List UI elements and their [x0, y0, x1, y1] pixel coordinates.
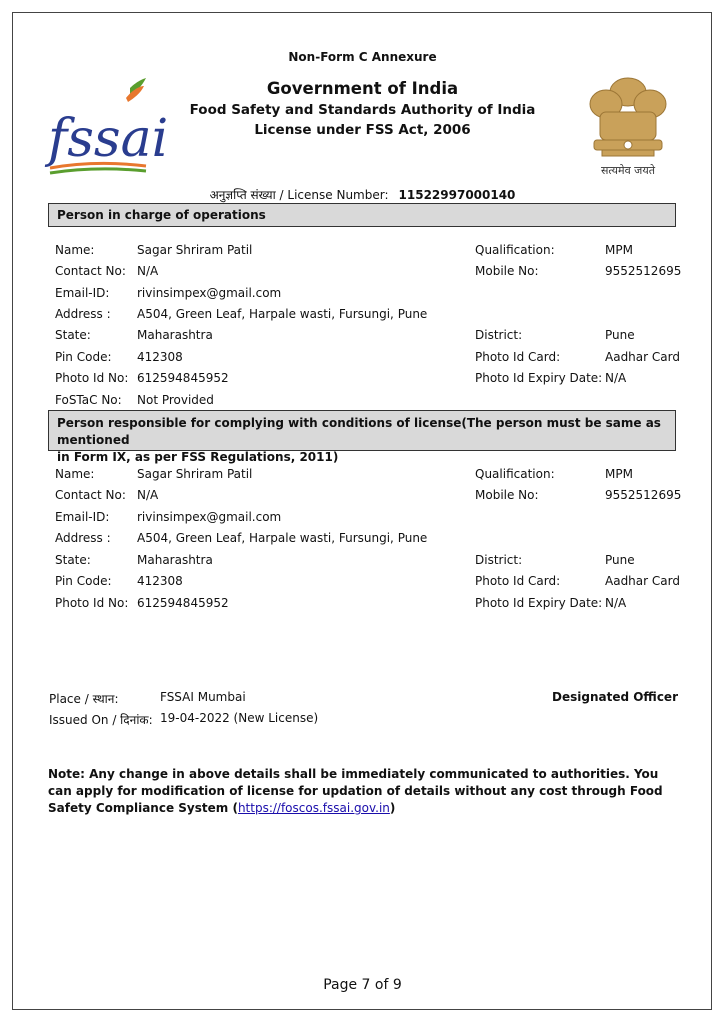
field-label: Mobile No: — [475, 264, 539, 278]
field-value: Maharashtra — [137, 553, 213, 567]
field-label: Photo Id Expiry Date: — [475, 596, 603, 610]
section-header-responsible — [48, 410, 676, 464]
field-label: Name: — [55, 467, 95, 481]
field-value: MPM — [605, 243, 633, 257]
field-value: Aadhar Card — [605, 350, 680, 364]
note-paragraph — [48, 766, 678, 817]
field-label: Email-ID: — [55, 510, 110, 524]
field-label: Name: — [55, 243, 95, 257]
field-value: Pune — [605, 328, 635, 342]
field-label: Mobile No: — [475, 488, 539, 502]
field-value: A504, Green Leaf, Harpale wasti, Fursungi, Pune — [137, 307, 428, 321]
government-title: Government of India — [266, 79, 459, 98]
field-value: N/A — [137, 488, 159, 502]
field-label: Qualification: — [475, 243, 555, 257]
field-value: MPM — [605, 467, 633, 481]
field-label: Email-ID: — [55, 286, 110, 300]
section-header-line1: Person responsible for complying with conditions of license(The person must be same as mentioned — [57, 416, 661, 447]
field-label: Address : — [55, 307, 111, 321]
page-number: Page 7 of 9 — [323, 977, 402, 993]
field-value: 612594845952 — [137, 371, 229, 385]
field-label: Photo Id Expiry Date: — [475, 371, 603, 385]
issued-label: Issued On / दिनांक: — [49, 713, 153, 727]
field-value: rivinsimpex@gmail.com — [137, 510, 282, 524]
note-text: Note: Any change in above details shall be immediately communicated to authorities. You can apply for modification of license for updation of details without any cost through Food Safety Compliance System ( — [48, 767, 663, 815]
svg-text:सत्यमेव जयते: सत्यमेव जयते — [600, 164, 656, 177]
field-label: Photo Id No: — [55, 371, 129, 385]
field-value: N/A — [137, 264, 159, 278]
field-label: State: — [55, 553, 91, 567]
field-value: Aadhar Card — [605, 574, 680, 588]
field-value: N/A — [605, 596, 627, 610]
field-label: FoSTaC No: — [55, 393, 122, 407]
field-value: Maharashtra — [137, 328, 213, 342]
field-label: Pin Code: — [55, 574, 112, 588]
field-value: rivinsimpex@gmail.com — [137, 286, 282, 300]
field-value: Pune — [605, 553, 635, 567]
field-label: District: — [475, 553, 523, 567]
field-label: Photo Id Card: — [475, 350, 561, 364]
field-label: Photo Id No: — [55, 596, 129, 610]
svg-text:fssai: fssai — [48, 109, 169, 169]
annexure-title: Non-Form C Annexure — [288, 50, 437, 64]
field-label: District: — [475, 328, 523, 342]
designated-officer: Designated Officer — [552, 690, 678, 704]
field-value: A504, Green Leaf, Harpale wasti, Fursungi, Pune — [137, 531, 428, 545]
license-number: 11522997000140 — [398, 188, 516, 202]
foscos-link[interactable]: https://foscos.fssai.gov.in — [237, 801, 390, 815]
field-label: Qualification: — [475, 467, 555, 481]
field-value: Sagar Shriram Patil — [137, 467, 253, 481]
field-value: 412308 — [137, 350, 183, 364]
field-value: 9552512695 — [605, 264, 682, 278]
field-value: N/A — [605, 371, 627, 385]
note-end: ) — [389, 801, 396, 815]
field-value: Not Provided — [137, 393, 214, 407]
license-number-label: अनुज्ञप्ति संख्या / License Number: — [209, 188, 389, 202]
license-act-title: License under FSS Act, 2006 — [254, 122, 471, 138]
place-label: Place / स्थान: — [49, 692, 119, 706]
place-value: FSSAI Mumbai — [160, 690, 246, 704]
field-label: Pin Code: — [55, 350, 112, 364]
authority-title: Food Safety and Standards Authority of India — [189, 102, 536, 118]
field-value: Sagar Shriram Patil — [137, 243, 253, 257]
section-header-line2: in Form IX, as per FSS Regulations, 2011) — [57, 450, 339, 464]
field-label: State: — [55, 328, 91, 342]
field-label: Address : — [55, 531, 111, 545]
section-header-operations: Person in charge of operations — [48, 203, 676, 227]
field-label: Contact No: — [55, 488, 126, 502]
field-label: Contact No: — [55, 264, 126, 278]
issued-value: 19-04-2022 (New License) — [160, 711, 319, 725]
field-label: Photo Id Card: — [475, 574, 561, 588]
field-value: 412308 — [137, 574, 183, 588]
license-number-line — [0, 186, 725, 203]
field-value: 9552512695 — [605, 488, 682, 502]
field-value: 612594845952 — [137, 596, 229, 610]
